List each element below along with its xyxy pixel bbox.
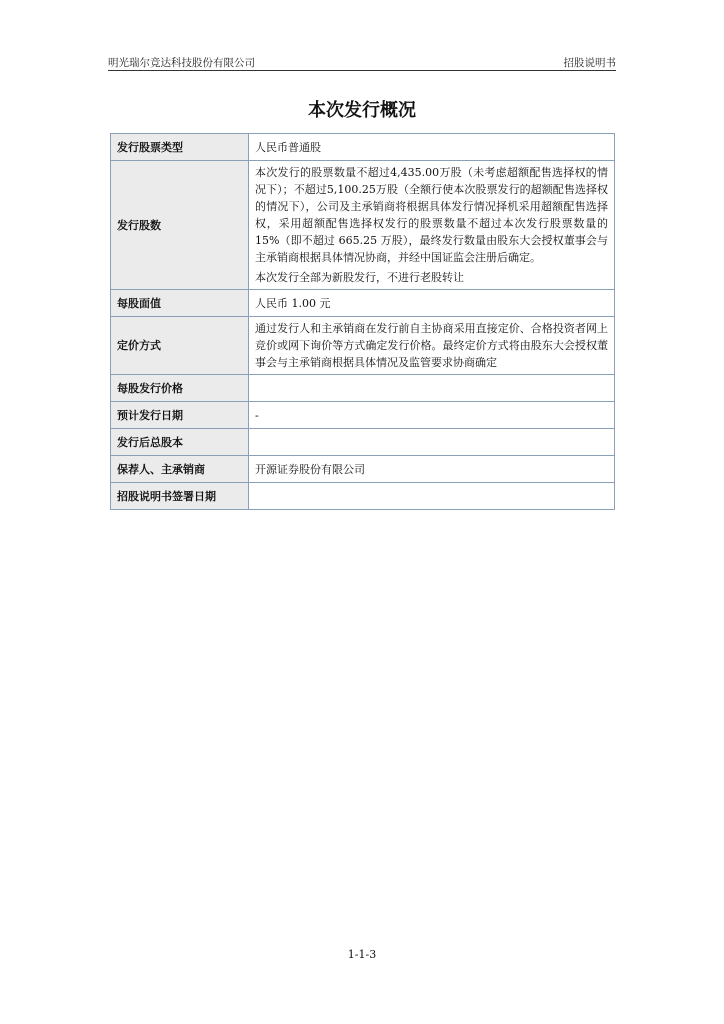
table-row-total-shares: [111, 429, 615, 456]
page-number: 1-1-3: [347, 948, 377, 961]
row-label: 预计发行日期: [111, 402, 249, 429]
row-label: 每股面值: [111, 290, 249, 317]
row-label: 定价方式: [111, 317, 249, 375]
value-text: 开源证券股份有限公司: [255, 462, 365, 476]
header-company-name: 明光瑞尔竞达科技股份有限公司: [108, 57, 255, 69]
row-label: 发行股票类型: [111, 134, 249, 161]
row-value: [249, 375, 615, 402]
row-value: [249, 429, 615, 456]
header-divider: [108, 70, 616, 71]
row-value: [249, 134, 615, 161]
row-value: [249, 161, 615, 290]
row-value: [249, 290, 615, 317]
row-label: 保荐人、主承销商: [111, 456, 249, 483]
table-row-par-value: [111, 290, 615, 317]
row-label: 发行后总股本: [111, 429, 249, 456]
row-value: [249, 456, 615, 483]
table-row-issue-date: [111, 402, 615, 429]
table-row-sponsor: [111, 456, 615, 483]
value-text: 人民币普通股: [255, 140, 321, 154]
row-value: [249, 317, 615, 375]
value-text: 人民币 1.00 元: [255, 296, 331, 310]
table-row-issue-price: [111, 375, 615, 402]
header-document-type: 招股说明书: [563, 57, 616, 69]
value-text: 本次发行的股票数量不超过4,435.00万股（未考虑超额配售选择权的情况下）；不超过5,100.25万股（全额行使本次股票发行的超额配售选择权的情况下），公司及主承销商将根据具体发行情况择机采用超额配售选择权，采用超额配售选择权发行的股票数量不超过本次发行股票数量的 15%（即不超过 665.25 万股），最终发行数量由股东大会授权董事会与主承销商根据具体情况协商，并经中国证监会注册后确定。: [255, 166, 608, 264]
table-row-share-count: [111, 161, 615, 290]
value-text: 本次发行全部为新股发行，不进行老股转让: [255, 271, 464, 284]
table-row-signing-date: [111, 483, 615, 510]
value-text: -: [255, 408, 259, 422]
value-text: 通过发行人和主承销商在发行前自主协商采用直接定价、合格投资者网上竞价或网下询价等方式确定发行价格。最终定价方式将由股东大会授权董事会与主承销商根据具体情况及监管要求协商确定: [255, 322, 608, 369]
page-title: 本次发行概况: [308, 100, 416, 121]
row-value: [249, 483, 615, 510]
table-row-stock-type: [111, 134, 615, 161]
table-row-pricing-method: [111, 317, 615, 375]
row-label: 招股说明书签署日期: [111, 483, 249, 510]
row-label: 每股发行价格: [111, 375, 249, 402]
offering-overview-table: [110, 133, 615, 510]
row-label: 发行股数: [111, 161, 249, 290]
row-value: [249, 402, 615, 429]
